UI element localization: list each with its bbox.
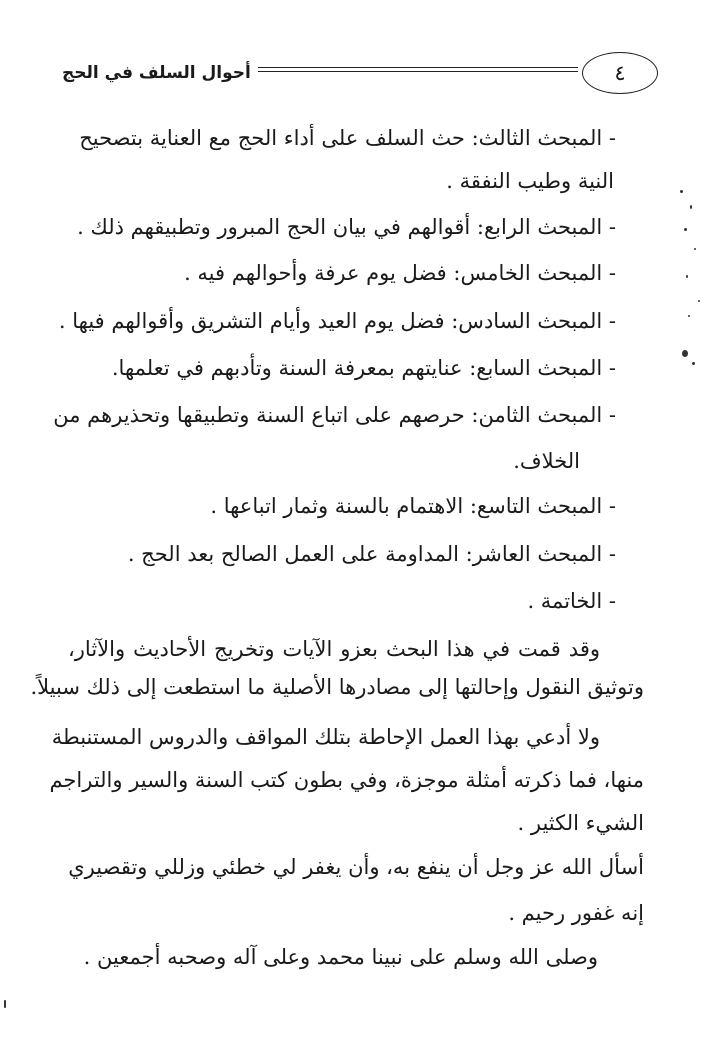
paragraph-2-line-2: منها، فما ذكرته أمثلة موجزة، وفي بطون كتب السنة والسير والتراجم [49,768,644,792]
scan-speck [688,315,690,317]
toc-entry-9: - المبحث التاسع: الاهتمام بالسنة وثمار اتباعها . [210,494,616,518]
paragraph-2-line-1: ولا أدعي بهذا العمل الإحاطة بتلك المواقف والدروس المستنبطة [51,725,600,749]
paragraph-1-line-1: وقد قمت في هذا البحث بعزو الآيات وتخريج الأحاديث والآثار، [68,637,600,661]
toc-entry-3-line-2: النية وطيب النفقة . [446,169,614,193]
page-number: ٤ [614,60,626,85]
scan-speck [686,275,688,278]
scan-speck [684,228,687,231]
scan-speck [694,248,696,250]
paragraph-3-line-2: إنه غفور رحيم . [508,901,644,925]
toc-entry-8-line-1: - المبحث الثامن: حرصهم على اتباع السنة وتطبيقها وتحذيرهم من [53,403,616,427]
toc-entry-7: - المبحث السابع: عنايتهم بمعرفة السنة وتأدبهم في تعلمها. [111,356,616,380]
scan-speck [698,300,700,302]
toc-entry-8-line-2: الخلاف. [513,449,580,473]
running-header-title: أحوال السلف في الحج [62,63,251,83]
scan-speck [692,362,695,365]
toc-entry-6: - المبحث السادس: فضل يوم العيد وأيام التشريق وأقوالهم فيها . [58,309,616,333]
toc-entry-4: - المبحث الرابع: أقوالهم في بيان الحج المبرور وتطبيقهم ذلك . [77,215,616,239]
paragraph-1-line-2: وتوثيق النقول وإحالتها إلى مصادرها الأصلية ما استطعت إلى ذلك سبيلاً. [30,675,644,699]
toc-entry-5: - المبحث الخامس: فضل يوم عرفة وأحوالهم فيه . [184,261,616,285]
paragraph-4: وصلى الله وسلم على نبينا محمد وعلى آله وصحبه أجمعين . [83,945,598,969]
scan-speck [4,1000,6,1008]
page-number-oval [582,52,658,94]
paragraph-3-line-1: أسأل الله عز وجل أن ينفع به، وأن يغفر لي خطئي وزللي وتقصيري [68,855,644,879]
toc-entry-10: - المبحث العاشر: المداومة على العمل الصالح بعد الحج . [127,542,616,566]
header-double-rule [258,67,578,72]
scan-speck [680,190,683,193]
scan-speck [682,350,688,357]
paragraph-2-line-3: الشيء الكثير . [517,811,644,835]
toc-entry-conclusion: - الخاتمة . [527,589,616,613]
toc-entry-3-line-1: - المبحث الثالث: حث السلف على أداء الحج مع العناية بتصحيح [79,126,616,150]
scan-speck [690,205,692,209]
